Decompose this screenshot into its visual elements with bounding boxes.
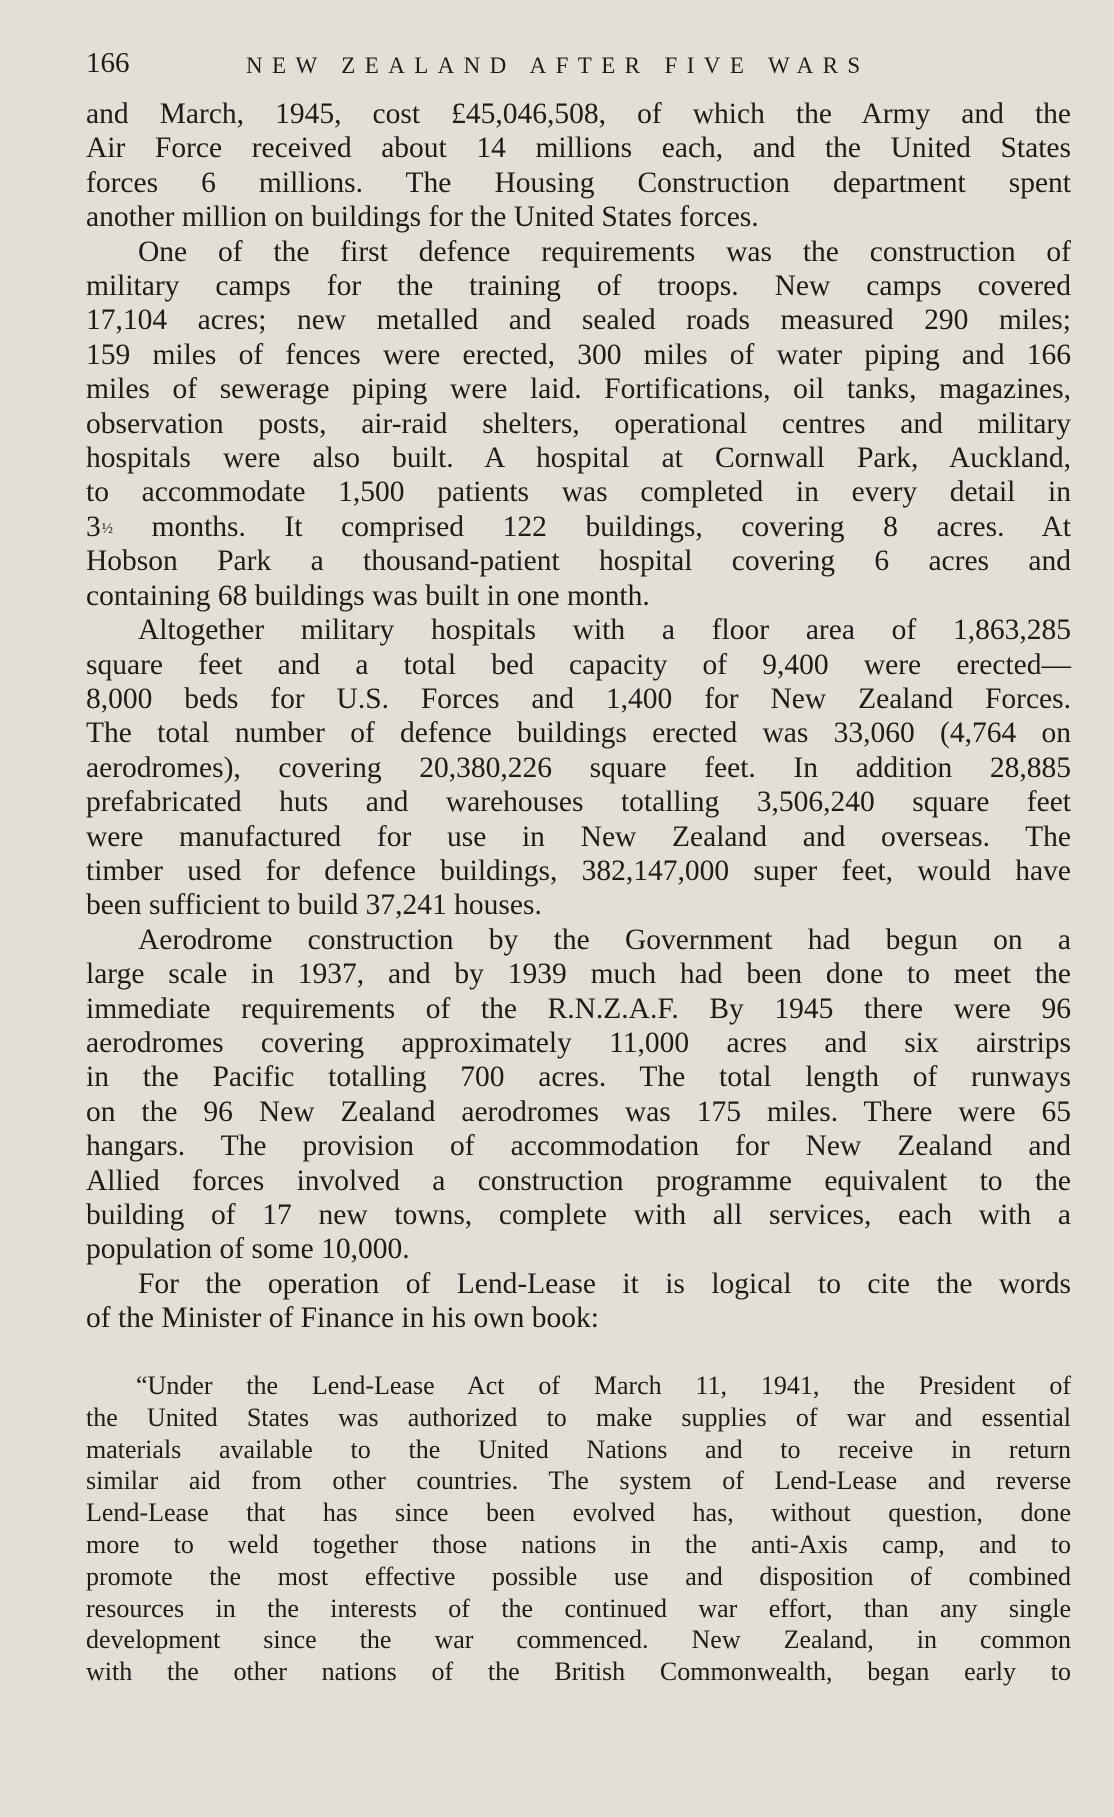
paragraph xyxy=(86,613,1071,923)
text-line: forces 6 millions. The Housing Construction department spent xyxy=(86,166,1071,199)
quote-line: similar aid from other countries. The system of Lend-Lease and reverse xyxy=(86,1466,1071,1496)
text-line: containing 68 buildings was built in one month. xyxy=(86,579,650,612)
quote-line: more to weld together those nations in the anti-Axis camp, and to xyxy=(86,1529,1071,1559)
text-line: of the Minister of Finance in his own book: xyxy=(86,1302,599,1335)
page-number: 166 xyxy=(86,47,130,79)
running-title: NEW ZEALAND AFTER FIVE WARS xyxy=(246,53,870,78)
text-line: Air Force received about 14 millions each, and the United States xyxy=(86,132,1071,165)
quote-line: materials available to the United Nations and to receive in return xyxy=(86,1434,1071,1464)
text-line: For the operation of Lend-Lease it is logical to cite the words xyxy=(138,1267,1071,1300)
text-line: large scale in 1937, and by 1939 much had been done to meet the xyxy=(86,958,1071,991)
text-line: timber used for defence buildings, 382,147,000 super feet, would have xyxy=(86,854,1071,887)
text-line: building of 17 new towns, complete with all services, each with a xyxy=(86,1199,1071,1231)
text-line: The total number of defence buildings erected was 33,060 (4,764 on xyxy=(86,717,1071,750)
text-line: to accommodate 1,500 patients was completed in every detail in xyxy=(86,476,1071,509)
fraction-line-rest: months. It comprised 122 buildings, covering 8 acres. At xyxy=(113,510,1071,543)
text-line: military camps for the training of troops. New camps covered xyxy=(86,270,1071,303)
text-line: population of some 10,000. xyxy=(86,1233,410,1266)
paragraph xyxy=(86,235,1071,613)
quote-line: resources in the interests of the continued war effort, than any single xyxy=(86,1593,1071,1623)
text-line: 17,104 acres; new metalled and sealed roads measured 290 miles; xyxy=(86,304,1071,337)
text-line: aerodromes covering approximately 11,000 acres and six airstrips xyxy=(86,1026,1071,1059)
quote-line: Lend-Lease that has since been evolved has, without question, done xyxy=(86,1498,1071,1528)
fraction-whole: 3 xyxy=(86,510,101,543)
text-line-with-fraction xyxy=(86,510,1071,544)
paragraph xyxy=(86,1267,1071,1336)
body-text xyxy=(86,97,1071,1336)
quote-line: the United States was authorized to make supplies of war and essential xyxy=(86,1402,1071,1432)
text-line: another million on buildings for the United States forces. xyxy=(86,201,759,234)
text-line: Hobson Park a thousand-patient hospital covering 6 acres and xyxy=(86,545,1071,578)
text-line: 159 miles of fences were erected, 300 miles of water piping and 166 xyxy=(86,338,1071,371)
paragraph xyxy=(86,923,1071,1267)
text-line: immediate requirements of the R.N.Z.A.F. By 1945 there were 96 xyxy=(86,992,1071,1025)
quote-line: development since the war commenced. New Zealand, in common xyxy=(86,1625,1071,1655)
quote-line: with the other nations of the British Commonwealth, began early to xyxy=(86,1657,1071,1687)
text-line: were manufactured for use in New Zealand and overseas. The xyxy=(86,820,1071,853)
text-line: in the Pacific totalling 700 acres. The total length of runways xyxy=(86,1061,1071,1094)
text-line: Allied forces involved a construction programme equivalent to the xyxy=(86,1164,1071,1197)
text-line: hospitals were also built. A hospital at Cornwall Park, Auckland, xyxy=(86,442,1071,475)
text-line: Altogether military hospitals with a floor area of 1,863,285 xyxy=(138,614,1071,647)
text-line: 8,000 beds for U.S. Forces and 1,400 for New Zealand Forces. xyxy=(86,682,1071,715)
text-line: on the 96 New Zealand aerodromes was 175 miles. There were 65 xyxy=(86,1095,1071,1128)
text-line: observation posts, air-raid shelters, operational centres and military xyxy=(86,407,1071,440)
quote-line: promote the most effective possible use and disposition of combined xyxy=(86,1561,1071,1591)
paragraph xyxy=(86,97,1071,235)
text-line: prefabricated huts and warehouses totalling 3,506,240 square feet xyxy=(86,786,1071,819)
text-line: been sufficient to build 37,241 houses. xyxy=(86,889,542,922)
block-quote xyxy=(86,1370,1071,1688)
text-line: aerodromes), covering 20,380,226 square feet. In addition 28,885 xyxy=(86,751,1071,784)
text-line: square feet and a total bed capacity of 9,400 were erected— xyxy=(86,648,1071,681)
text-line: miles of sewerage piping were laid. Fortifications, oil tanks, magazines, xyxy=(86,373,1071,406)
text-line: hangars. The provision of accommodation for New Zealand and xyxy=(86,1130,1071,1163)
fraction-half: ½ xyxy=(101,520,113,537)
text-line: Aerodrome construction by the Government had begun on a xyxy=(138,923,1071,956)
text-line: One of the first defence requirements was the construction of xyxy=(138,235,1071,268)
quote-line: “Under the Lend-Lease Act of March 11, 1941, the President of xyxy=(136,1371,1071,1400)
running-head xyxy=(86,46,1071,86)
text-line: and March, 1945, cost £45,046,508, of which the Army and the xyxy=(86,98,1071,130)
